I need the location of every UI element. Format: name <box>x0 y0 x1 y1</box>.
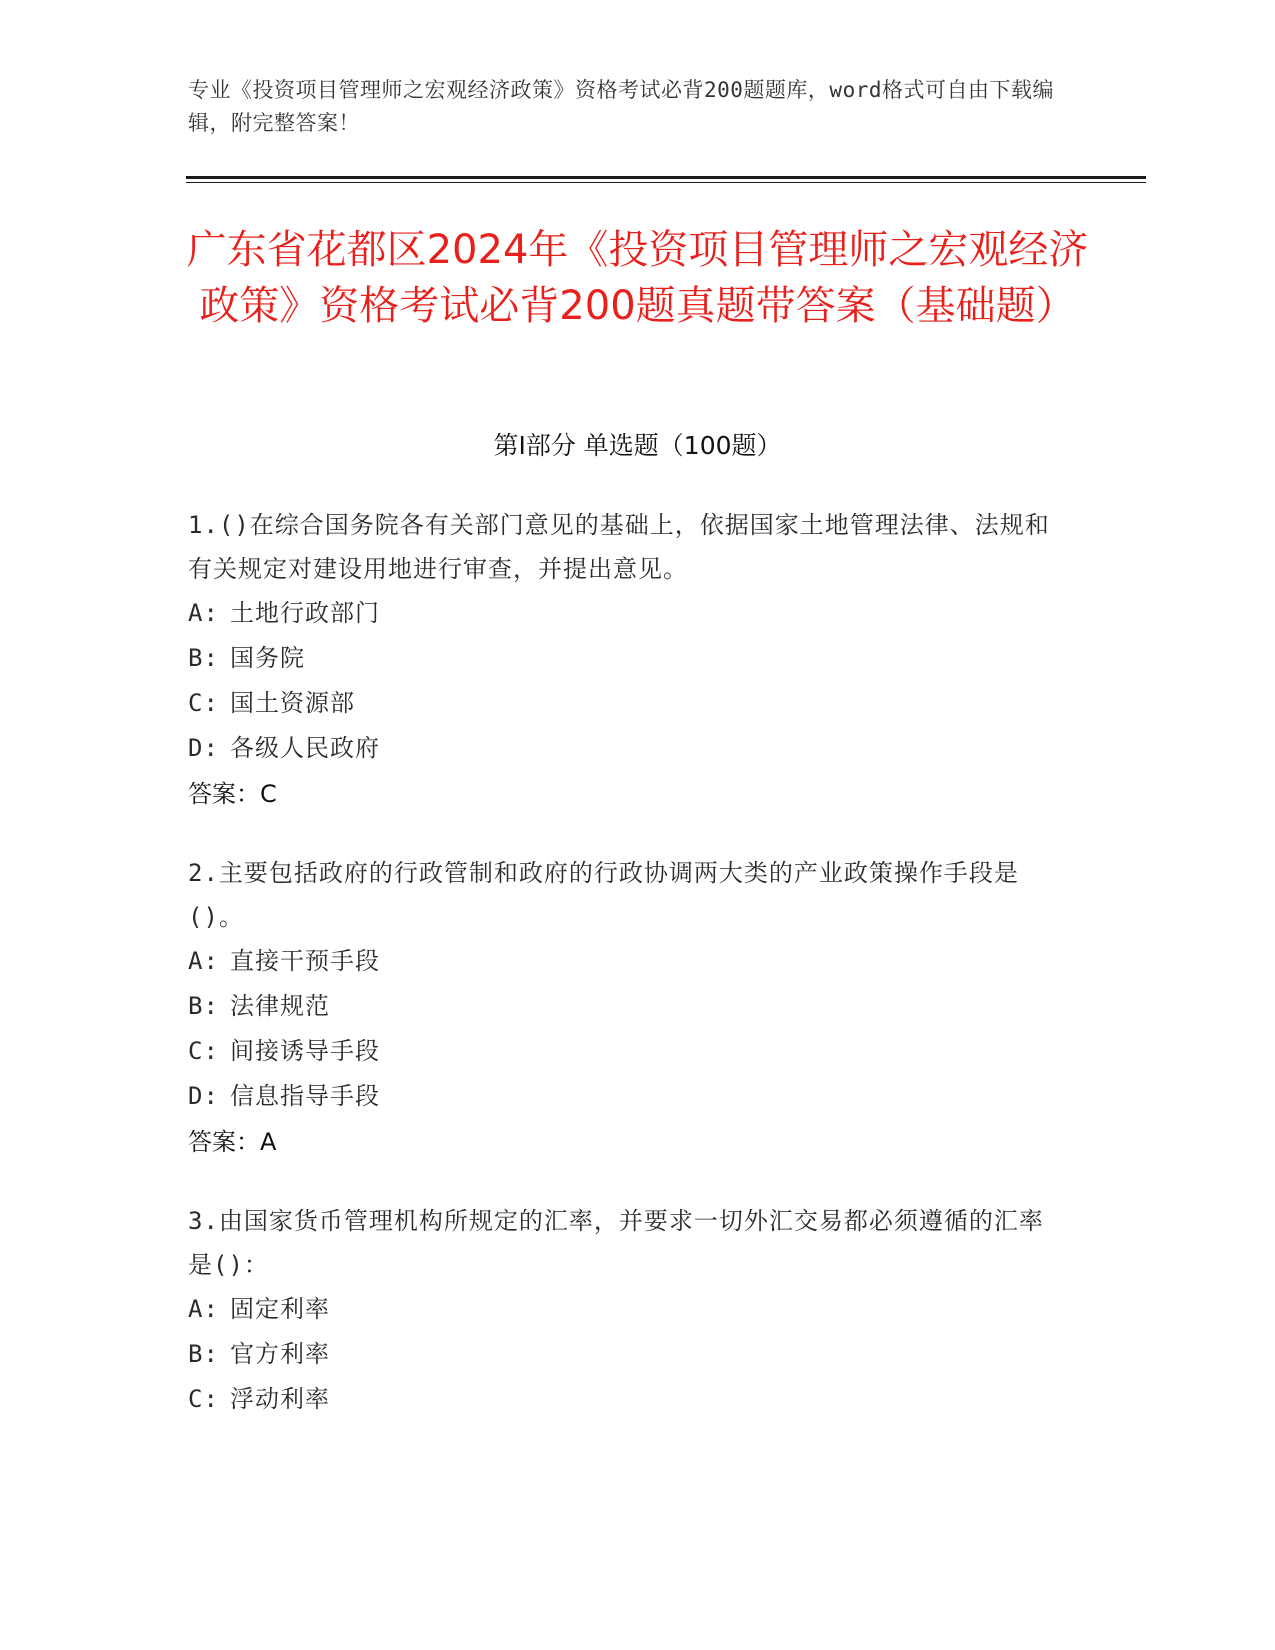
option-a <box>188 939 1068 984</box>
option-letter: A: <box>188 1295 219 1323</box>
question-stem: 1.()在综合国务院各有关部门意见的基础上，依据国家土地管理法律、法规和有关规定对建设用地进行审查，并提出意见。 <box>188 511 1050 583</box>
header-divider-thin <box>186 182 1146 183</box>
option-text: 法律规范 <box>230 992 330 1020</box>
option-c <box>188 1029 1068 1074</box>
question-3 <box>188 1199 1068 1422</box>
option-letter: C: <box>188 1037 219 1065</box>
question-1 <box>188 503 1068 817</box>
option-c <box>188 681 1068 726</box>
option-text: 信息指导手段 <box>230 1082 380 1110</box>
option-letter: A: <box>188 599 219 627</box>
section-heading: 第I部分 单选题（100题） <box>493 431 782 460</box>
option-text: 直接干预手段 <box>230 947 380 975</box>
option-d <box>188 726 1068 771</box>
option-text: 固定利率 <box>230 1295 330 1323</box>
option-letter: C: <box>188 689 219 717</box>
option-a <box>188 591 1068 636</box>
question-stem: 2.主要包括政府的行政管制和政府的行政协调两大类的产业政策操作手段是()。 <box>188 859 1019 931</box>
question-2 <box>188 851 1068 1165</box>
option-letter: B: <box>188 644 219 672</box>
option-text: 各级人民政府 <box>230 734 380 762</box>
answer: 答案：A <box>188 1128 277 1156</box>
option-d <box>188 1074 1068 1119</box>
option-text: 间接诱导手段 <box>230 1037 380 1065</box>
header-note: 专业《投资项目管理师之宏观经济政策》资格考试必背200题题库，word格式可自由下载编辑，附完整答案！ <box>188 78 1054 135</box>
option-text: 国务院 <box>230 644 305 672</box>
option-letter: D: <box>188 734 219 762</box>
option-letter: A: <box>188 947 219 975</box>
option-letter: C: <box>188 1385 219 1413</box>
question-stem: 3.由国家货币管理机构所规定的汇率，并要求一切外汇交易都必须遵循的汇率是()： <box>188 1207 1044 1279</box>
option-c <box>188 1377 1068 1422</box>
option-text: 浮动利率 <box>230 1385 330 1413</box>
option-b <box>188 984 1068 1029</box>
option-b <box>188 636 1068 681</box>
option-letter: D: <box>188 1082 219 1110</box>
option-b <box>188 1332 1068 1377</box>
option-letter: B: <box>188 1340 219 1368</box>
document-title: 广东省花都区2024年《投资项目管理师之宏观经济政策》资格考试必背200题真题带答案（基础题） <box>186 227 1089 329</box>
header-divider-thick <box>186 176 1146 179</box>
option-text: 国土资源部 <box>230 689 355 717</box>
option-letter: B: <box>188 992 219 1020</box>
option-text: 官方利率 <box>230 1340 330 1368</box>
answer: 答案：C <box>188 780 277 808</box>
option-text: 土地行政部门 <box>230 599 380 627</box>
option-a <box>188 1287 1068 1332</box>
